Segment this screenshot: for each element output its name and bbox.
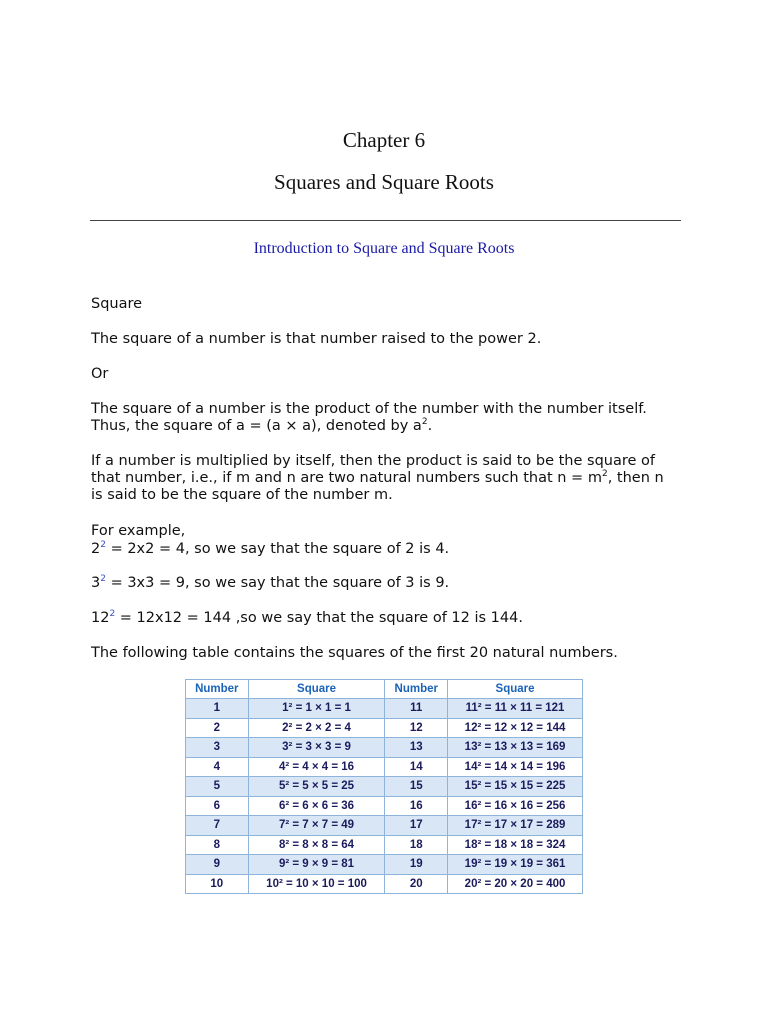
- cell-square: 13² = 13 × 13 = 169: [448, 738, 583, 758]
- paragraph-3-line1: If a number is multiplied by itself, then the product is said to be the square of: [91, 453, 656, 469]
- divider: [90, 220, 681, 221]
- header-square: Square: [448, 680, 583, 699]
- cell-number: 13: [385, 738, 448, 758]
- cell-square: 15² = 15 × 15 = 225: [448, 777, 583, 797]
- cell-number: 5: [186, 777, 249, 797]
- table-header-row: [186, 680, 583, 699]
- cell-number: 2: [186, 718, 249, 738]
- cell-number: 20: [385, 874, 448, 894]
- cell-square: 11² = 11 × 11 = 121: [448, 699, 583, 719]
- table-row: [186, 699, 583, 719]
- cell-number: 9: [186, 855, 249, 875]
- table-row: [186, 757, 583, 777]
- table-row: [186, 796, 583, 816]
- cell-number: 3: [186, 738, 249, 758]
- cell-square: 14² = 14 × 14 = 196: [448, 757, 583, 777]
- paragraph-3-line3: is said to be the square of the number m.: [91, 487, 393, 503]
- cell-square: 5² = 5 × 5 = 25: [248, 777, 385, 797]
- cell-number: 15: [385, 777, 448, 797]
- definition-2-line2: Thus, the square of a = (a × a), denoted by $a^2$.: [91, 417, 433, 434]
- table-row: [186, 777, 583, 797]
- cell-square: 12² = 12 × 12 = 144: [448, 718, 583, 738]
- for-example: For example,: [91, 523, 186, 539]
- cell-number: 1: [186, 699, 249, 719]
- header-number: Number: [186, 680, 249, 699]
- cell-square: 18² = 18 × 18 = 324: [448, 835, 583, 855]
- cell-number: 14: [385, 757, 448, 777]
- cell-number: 6: [186, 796, 249, 816]
- definition-1: The square of a number is that number raised to the power 2.: [91, 331, 542, 347]
- cell-number: 11: [385, 699, 448, 719]
- cell-square: 9² = 9 × 9 = 81: [248, 855, 385, 875]
- cell-number: 10: [186, 874, 249, 894]
- example-1: $2^2 = 2x2 = 4$, so we say that the square of 2 is 4.: [91, 540, 450, 557]
- cell-number: 17: [385, 816, 448, 836]
- table-intro: The following table contains the squares of the first 20 natural numbers.: [91, 645, 618, 661]
- squares-table: [185, 679, 583, 894]
- cell-square: 20² = 20 × 20 = 400: [448, 874, 583, 894]
- label-square: Square: [91, 296, 143, 312]
- table-row: [186, 874, 583, 894]
- cell-square: 1² = 1 × 1 = 1: [248, 699, 385, 719]
- cell-number: 18: [385, 835, 448, 855]
- example-2: $3^2 = 3x3 = 9$, so we say that the square of 3 is 9.: [91, 574, 450, 591]
- header-number: Number: [385, 680, 448, 699]
- table-row: [186, 738, 583, 758]
- chapter-number: Chapter 6: [342, 128, 426, 152]
- or-text: Or: [91, 366, 109, 382]
- cell-square: 7² = 7 × 7 = 49: [248, 816, 385, 836]
- cell-square: 4² = 4 × 4 = 16: [248, 757, 385, 777]
- cell-square: 10² = 10 × 10 = 100: [248, 874, 385, 894]
- paragraph-3-line2: that number, i.e., if m and n are two natural numbers such that $n = m^2$, then n: [91, 469, 664, 486]
- definition-2-line1: The square of a number is the product of the number with the number itself.: [91, 401, 647, 417]
- cell-square: 8² = 8 × 8 = 64: [248, 835, 385, 855]
- cell-number: 7: [186, 816, 249, 836]
- cell-number: 4: [186, 757, 249, 777]
- cell-square: 6² = 6 × 6 = 36: [248, 796, 385, 816]
- cell-square: 19² = 19 × 19 = 361: [448, 855, 583, 875]
- table-row: [186, 718, 583, 738]
- section-heading: Introduction to Square and Square Roots: [253, 240, 515, 257]
- cell-number: 12: [385, 718, 448, 738]
- header-square: Square: [248, 680, 385, 699]
- cell-square: 3² = 3 × 3 = 9: [248, 738, 385, 758]
- cell-square: 2² = 2 × 2 = 4: [248, 718, 385, 738]
- cell-number: 8: [186, 835, 249, 855]
- definition-2: [91, 401, 691, 435]
- table-row: [186, 816, 583, 836]
- paragraph-3: [91, 453, 691, 504]
- table-row: [186, 835, 583, 855]
- cell-number: 16: [385, 796, 448, 816]
- cell-number: 19: [385, 855, 448, 875]
- cell-square: 17² = 17 × 17 = 289: [448, 816, 583, 836]
- cell-square: 16² = 16 × 16 = 256: [448, 796, 583, 816]
- page-title: Squares and Square Roots: [274, 170, 494, 194]
- example-3: $12^2 = 12x12 = 144$ ,so we say that the square of 12 is 144.: [91, 609, 523, 626]
- table-row: [186, 855, 583, 875]
